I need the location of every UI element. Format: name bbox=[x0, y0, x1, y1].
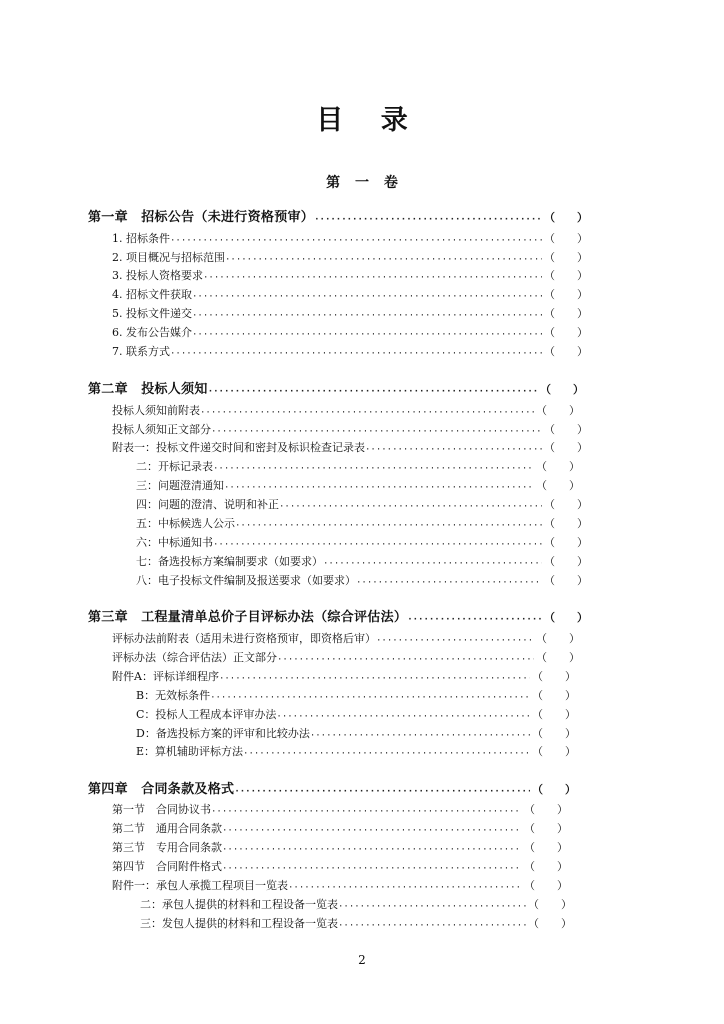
toc-item[interactable] bbox=[136, 532, 588, 550]
toc-item-label: 七：备选投标方案编制要求（如要求） bbox=[136, 555, 323, 568]
toc-item[interactable] bbox=[136, 570, 588, 588]
chapter-4-entry[interactable] bbox=[88, 779, 576, 797]
toc-item-label: 第一节 合同协议书 bbox=[112, 803, 211, 816]
page-ref-placeholder: （ ） bbox=[524, 879, 568, 892]
toc-item[interactable] bbox=[112, 628, 580, 646]
page-ref-placeholder: （ ） bbox=[536, 404, 580, 417]
page-ref-placeholder: （ ） bbox=[524, 822, 568, 835]
dot-leader bbox=[225, 255, 542, 265]
dot-leader bbox=[222, 864, 522, 874]
toc-item[interactable] bbox=[112, 322, 588, 340]
toc-item-label: 5. 投标文件递交 bbox=[112, 307, 192, 320]
dot-leader bbox=[338, 902, 526, 912]
page-ref-placeholder: （ ） bbox=[524, 860, 568, 873]
toc-item-label: 八：电子投标文件编制及报送要求（如要求） bbox=[136, 574, 356, 587]
page-ref-placeholder: （ ） bbox=[536, 632, 580, 645]
page-ref-placeholder: （ ） bbox=[536, 460, 580, 473]
toc-item[interactable] bbox=[112, 837, 568, 855]
toc-item[interactable] bbox=[112, 875, 568, 893]
toc-item[interactable] bbox=[112, 856, 568, 874]
dot-leader bbox=[213, 540, 542, 550]
toc-item[interactable] bbox=[112, 666, 576, 684]
toc-item-label: B：无效标条件 bbox=[136, 689, 211, 702]
dot-leader bbox=[170, 349, 542, 359]
page-ref-placeholder: （ ） bbox=[544, 326, 588, 339]
toc-item-label: 投标人须知正文部分 bbox=[112, 423, 211, 436]
page-ref-placeholder: （ ） bbox=[544, 498, 588, 511]
toc-item[interactable] bbox=[136, 685, 576, 703]
page-ref-placeholder: （ ） bbox=[544, 211, 588, 224]
page-ref-placeholder: （ ） bbox=[544, 288, 588, 301]
page-ref-placeholder: （ ） bbox=[544, 423, 588, 436]
dot-leader bbox=[210, 693, 530, 703]
toc-item[interactable] bbox=[136, 704, 576, 722]
toc-item-label: C：投标人工程成本评审办法 bbox=[136, 708, 277, 721]
page-ref-placeholder: （ ） bbox=[532, 670, 576, 683]
toc-item[interactable] bbox=[112, 818, 568, 836]
dot-leader bbox=[211, 427, 542, 437]
page-ref-placeholder: （ ） bbox=[532, 727, 576, 740]
page-ref-placeholder: （ ） bbox=[544, 611, 588, 624]
toc-item[interactable] bbox=[140, 913, 572, 931]
dot-leader bbox=[356, 578, 542, 588]
page-ref-placeholder: （ ） bbox=[528, 917, 572, 930]
volume-title: 第 一 卷 bbox=[326, 175, 403, 191]
dot-leader bbox=[314, 215, 542, 225]
page-ref-placeholder: （ ） bbox=[544, 232, 588, 245]
toc-item-label: 附件一：承包人承揽工程项目一览表 bbox=[112, 879, 288, 892]
dot-leader bbox=[365, 445, 542, 455]
page-ref-placeholder: （ ） bbox=[536, 479, 580, 492]
page-ref-placeholder: （ ） bbox=[532, 783, 576, 796]
page-ref-placeholder: （ ） bbox=[524, 803, 568, 816]
toc-item[interactable] bbox=[136, 723, 576, 741]
dot-leader bbox=[243, 749, 530, 759]
page-ref-placeholder: （ ） bbox=[536, 651, 580, 664]
toc-item-label: 附件A：评标详细程序 bbox=[112, 670, 219, 683]
page-ref-placeholder: （ ） bbox=[544, 555, 588, 568]
toc-item-label: 7. 联系方式 bbox=[112, 345, 170, 358]
dot-leader bbox=[279, 502, 542, 512]
chapter-title: 第四章 合同条款及格式 bbox=[88, 782, 235, 797]
dot-leader bbox=[224, 483, 534, 493]
toc-item-label: 第二节 通用合同条款 bbox=[112, 822, 222, 835]
dot-leader bbox=[219, 674, 530, 684]
toc-item[interactable] bbox=[112, 228, 588, 246]
dot-leader bbox=[235, 521, 542, 531]
page-ref-placeholder: （ ） bbox=[532, 708, 576, 721]
toc-item[interactable] bbox=[112, 799, 568, 817]
page-number: 2 bbox=[358, 953, 366, 967]
toc-item[interactable] bbox=[112, 303, 588, 321]
toc-item[interactable] bbox=[136, 494, 588, 512]
toc-item[interactable] bbox=[112, 419, 588, 437]
dot-leader bbox=[234, 787, 530, 797]
toc-item-label: 4. 招标文件获取 bbox=[112, 288, 192, 301]
toc-item[interactable] bbox=[136, 741, 576, 759]
toc-item-label: 附表一：投标文件递交时间和密封及标识检查记录表 bbox=[112, 441, 365, 454]
dot-leader bbox=[310, 731, 530, 741]
page-title: 目 录 bbox=[316, 105, 422, 136]
toc-item-label: 二：承包人提供的材料和工程设备一览表 bbox=[140, 898, 338, 911]
toc-item-label: 第四节 合同附件格式 bbox=[112, 860, 222, 873]
toc-item[interactable] bbox=[136, 551, 588, 569]
toc-item[interactable] bbox=[112, 647, 580, 665]
chapter-title: 第二章 投标人须知 bbox=[88, 382, 208, 397]
toc-item-label: 四：问题的澄清、说明和补正 bbox=[136, 498, 279, 511]
toc-item-label: D：备选投标方案的评审和比较办法 bbox=[136, 727, 310, 740]
toc-item-label: 投标人须知前附表 bbox=[112, 404, 200, 417]
dot-leader bbox=[222, 826, 522, 836]
dot-leader bbox=[192, 292, 542, 302]
chapter-2-entry[interactable] bbox=[88, 379, 584, 397]
chapter-3-entry[interactable] bbox=[88, 607, 588, 625]
dot-leader bbox=[338, 921, 526, 931]
dot-leader bbox=[276, 712, 530, 722]
toc-item-label: 六：中标通知书 bbox=[136, 536, 213, 549]
dot-leader bbox=[277, 655, 534, 665]
page-ref-placeholder: （ ） bbox=[544, 441, 588, 454]
page-ref-placeholder: （ ） bbox=[544, 536, 588, 549]
page-ref-placeholder: （ ） bbox=[544, 574, 588, 587]
page-ref-placeholder: （ ） bbox=[544, 307, 588, 320]
dot-leader bbox=[211, 807, 522, 817]
toc-item-label: 1. 招标条件 bbox=[112, 232, 170, 245]
toc-item[interactable] bbox=[136, 475, 580, 493]
toc-item[interactable] bbox=[112, 265, 588, 283]
chapter-1-entry[interactable] bbox=[88, 207, 588, 225]
toc-item[interactable] bbox=[112, 437, 588, 455]
dot-leader bbox=[288, 883, 522, 893]
page-ref-placeholder: （ ） bbox=[540, 383, 584, 396]
toc-item-label: 3. 投标人资格要求 bbox=[112, 269, 203, 282]
page-ref-placeholder: （ ） bbox=[528, 898, 572, 911]
page-ref-placeholder: （ ） bbox=[524, 841, 568, 854]
toc-item-label: 评标办法前附表（适用未进行资格预审，即资格后审） bbox=[112, 632, 376, 645]
dot-leader bbox=[213, 464, 534, 474]
toc-item-label: 三：问题澄清通知 bbox=[136, 479, 224, 492]
toc-item[interactable] bbox=[136, 456, 580, 474]
toc-item-label: 2. 项目概况与招标范围 bbox=[112, 251, 225, 264]
page-ref-placeholder: （ ） bbox=[544, 269, 588, 282]
dot-leader bbox=[222, 845, 522, 855]
dot-leader bbox=[203, 273, 542, 283]
page-ref-placeholder: （ ） bbox=[532, 689, 576, 702]
page-ref-placeholder: （ ） bbox=[532, 745, 576, 758]
dot-leader bbox=[192, 311, 542, 321]
dot-leader bbox=[200, 408, 534, 418]
toc-item-label: 三：发包人提供的材料和工程设备一览表 bbox=[140, 917, 338, 930]
page-ref-placeholder: （ ） bbox=[544, 345, 588, 358]
chapter-title: 第一章 招标公告（未进行资格预审） bbox=[88, 210, 315, 225]
chapter-title: 第三章 工程量清单总价子目评标办法（综合评估法） bbox=[88, 610, 408, 625]
dot-leader bbox=[170, 236, 542, 246]
toc-item-label: E：算机辅助评标方法 bbox=[136, 745, 244, 758]
toc-item-label: 评标办法（综合评估法）正文部分 bbox=[112, 651, 277, 664]
page-ref-placeholder: （ ） bbox=[544, 517, 588, 530]
dot-leader bbox=[407, 615, 542, 625]
dot-leader bbox=[208, 387, 538, 397]
toc-item-label: 第三节 专用合同条款 bbox=[112, 841, 222, 854]
toc-item[interactable] bbox=[140, 894, 572, 912]
toc-item[interactable] bbox=[112, 284, 588, 302]
toc-item[interactable] bbox=[112, 341, 588, 359]
toc-item[interactable] bbox=[112, 400, 580, 418]
toc-item-label: 五：中标候选人公示 bbox=[136, 517, 235, 530]
dot-leader bbox=[323, 559, 542, 569]
dot-leader bbox=[376, 636, 534, 646]
dot-leader bbox=[192, 330, 542, 340]
toc-item[interactable] bbox=[136, 513, 588, 531]
toc-item-label: 6. 发布公告媒介 bbox=[112, 326, 192, 339]
page-ref-placeholder: （ ） bbox=[544, 251, 588, 264]
toc-item[interactable] bbox=[112, 247, 588, 265]
toc-item-label: 二：开标记录表 bbox=[136, 460, 213, 473]
